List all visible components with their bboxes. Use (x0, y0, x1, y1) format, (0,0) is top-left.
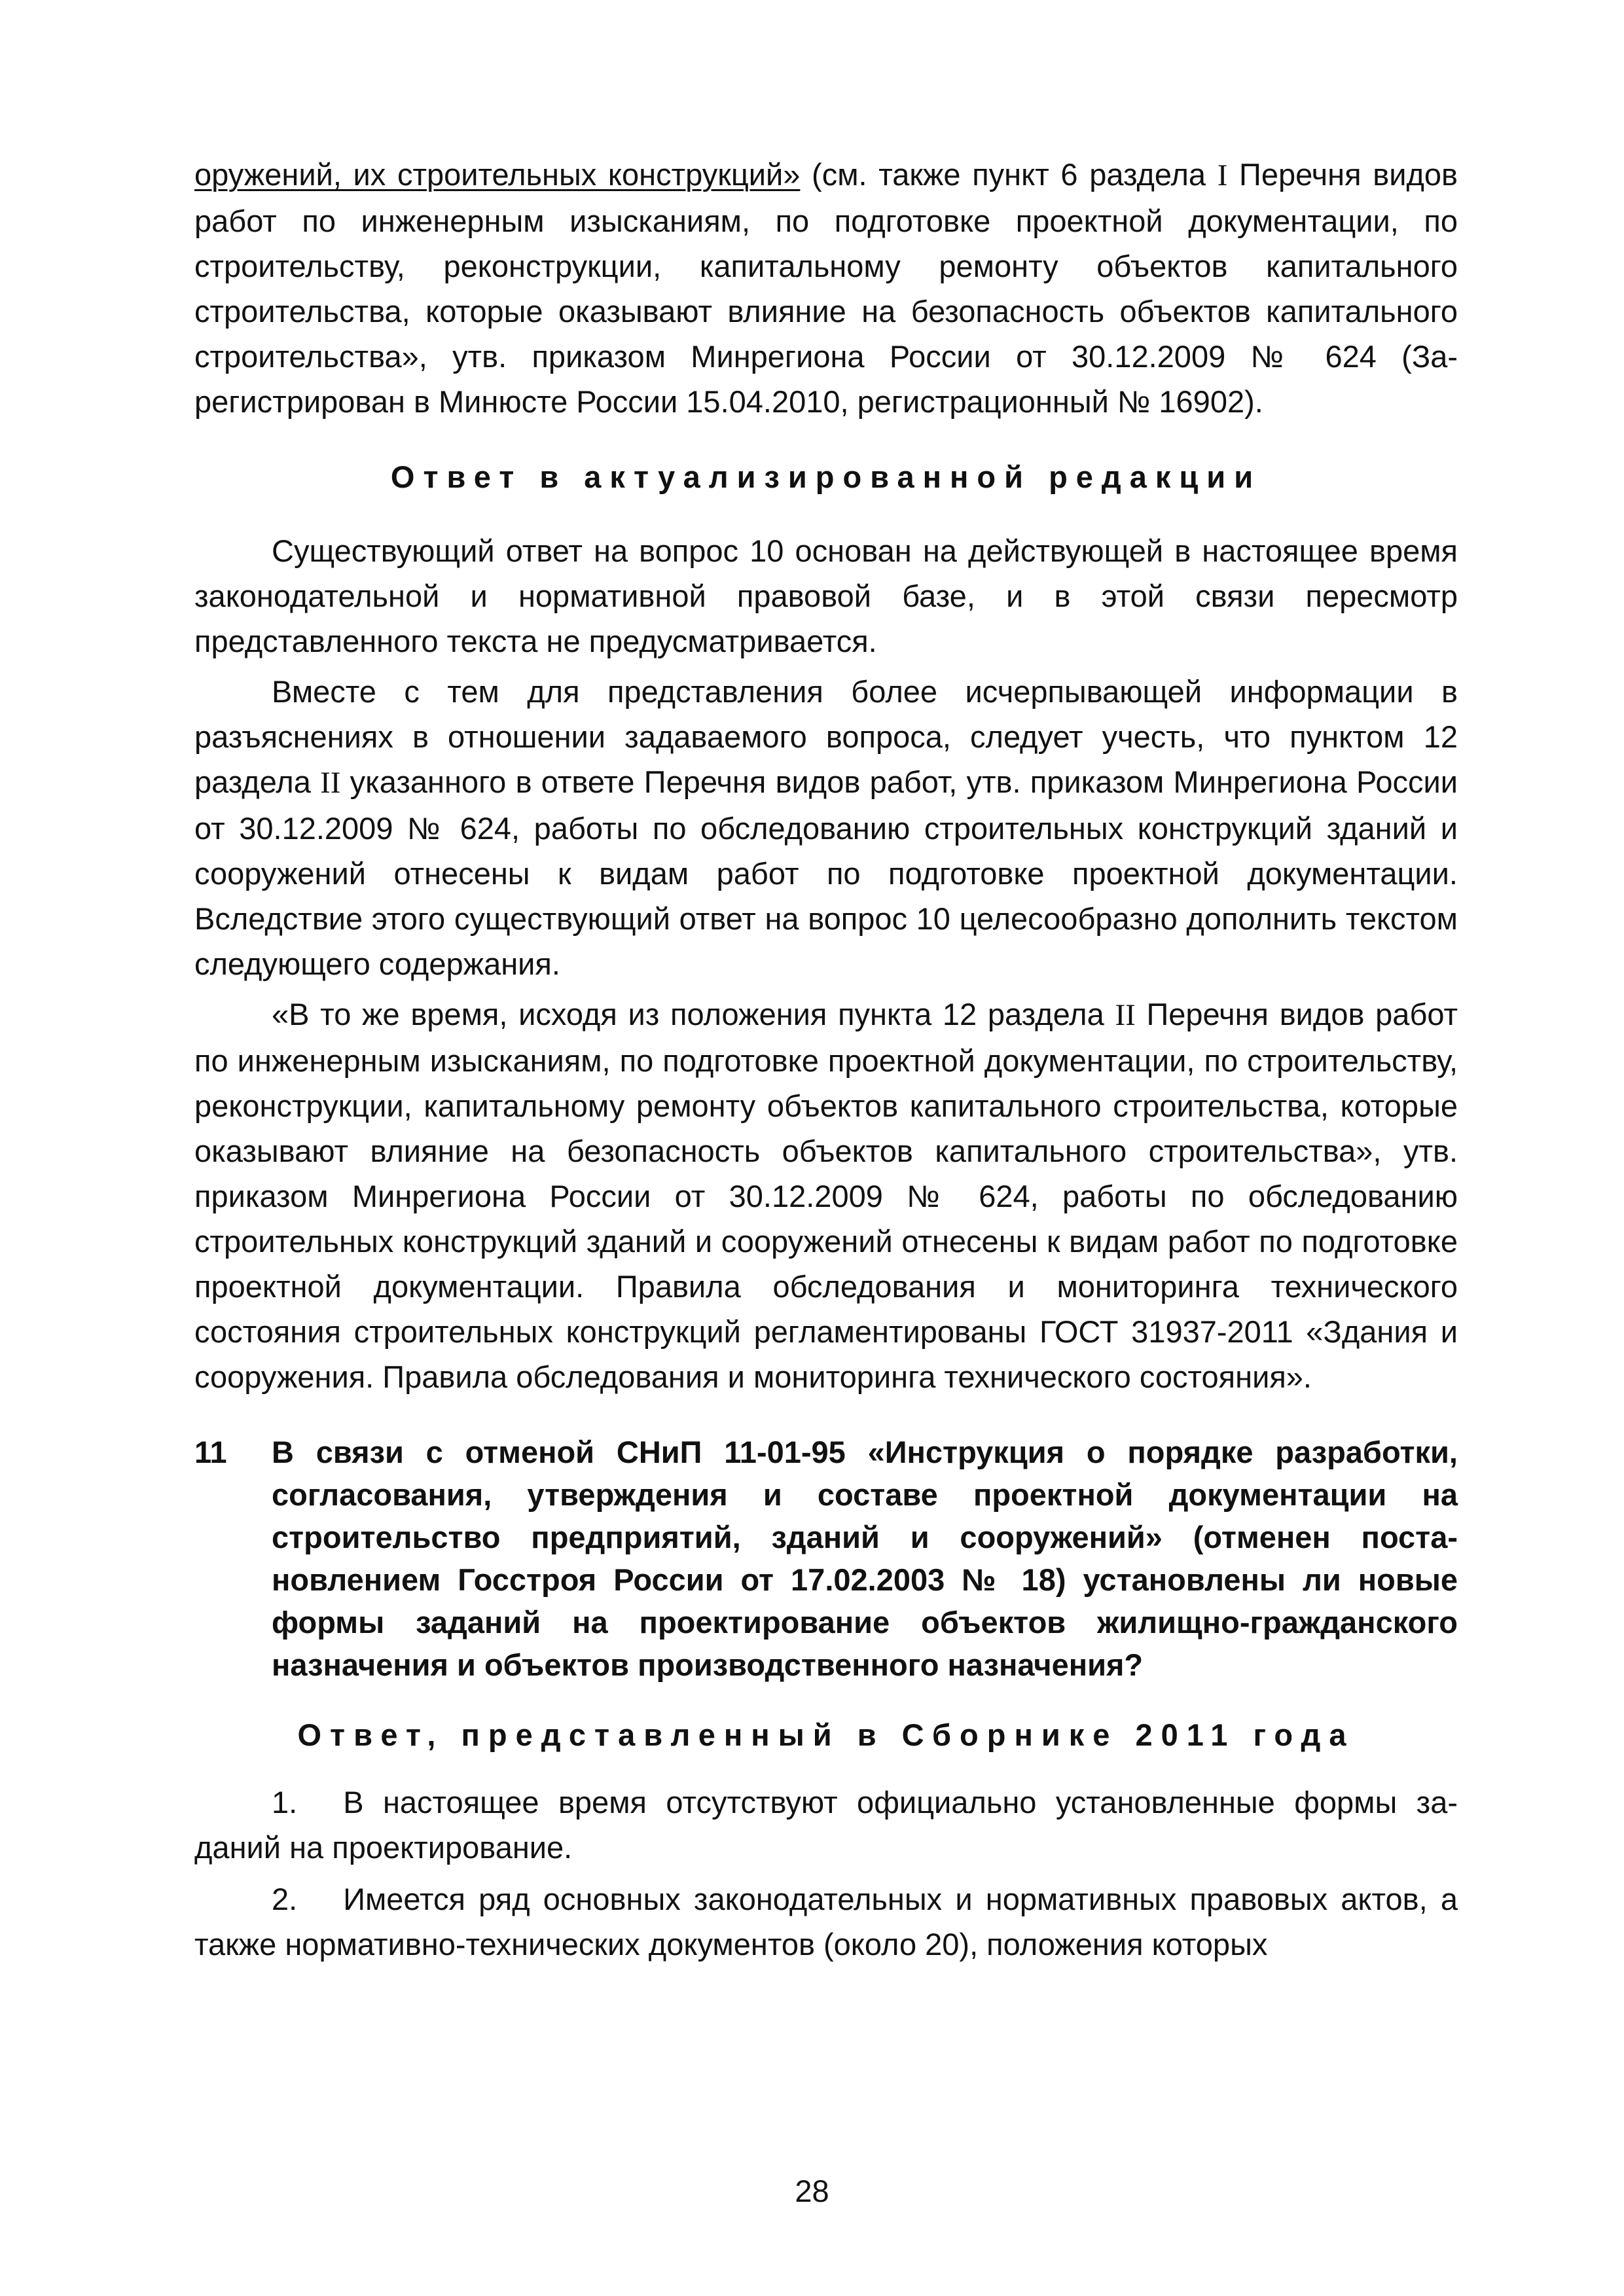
question-block (194, 1431, 1458, 1686)
continuation-paragraph: оружений, их строительных конструкций» (см. также пункт 6 раздела I Перечня видов работ по инженерным изысканиям, по подготовке проектной документации, по строительству, реконструкции, капитальному ремонту объектов капитального строительства, которые оказывают влияние на безопасность объектов капитального строительства», утв. приказом Минрегиона России от 30.12.2009 № 624 (Зарегистрирован в Минюсте России 15.04.2010, регистрационный № 16902). (194, 157, 1458, 419)
updated-paragraph-1: Существующий ответ на вопрос 10 основан на действующей в настоящее время законодательной и нормативной правовой базе, и в этой связи пересмотр представленного текста не предусматривается. (194, 533, 1458, 658)
question-number: 11 (194, 1435, 227, 1469)
document-page (194, 152, 1458, 1967)
page-number: 28 (795, 2174, 829, 2208)
updated-paragraph-2: Вместе с тем для представления более исчерпывающей информации в разъяснениях в отношении задаваемого вопроса, следует учесть, что пунктом 12 раздела II указанного в ответе Перечня видов работ, утв. приказом Минрегиона России от 30.12.2009 № 624, работы по обследованию строительных конструкций зданий и сооружений отнесены к видам работ по подготовке проектной документации. Вследствие этого существующий ответ на вопрос 10 целесообразно дополнить текстом следующего содержания. (194, 674, 1458, 981)
answer-item-1: 1. В настоящее время отсутствуют официально установленные формы заданий на проектирование. (194, 1785, 1458, 1865)
answer-item-2: 2. Имеется ряд основных законодательных и нормативных правовых актов, а также нормативно-технических документов (около 20), положения которых (194, 1882, 1458, 1962)
section-heading-updated: Ответ в актуализированной редакции (390, 459, 1262, 494)
underlined-phrase: оружений, их строительных конструкций» (194, 157, 801, 192)
updated-paragraph-3: «В то же время, исходя из положения пункта 12 раздела II Перечня видов работ по инженерным изысканиям, по подготовке проектной документации, по строительству, реконструкции, капитальному ремонту объектов капитального строительства, которые оказывают влияние на безопасность объектов капитального строительства», утв. приказом Минрегиона России от 30.12.2009 № 624, работы по обследованию строительных конструкций зданий и сооружений отнесены к видам работ по подготовке проектной документации. Правила обследования и мониторинга технического состояния строительных конструкций регламентированы ГОСТ 31937-2011 «Здания и сооружения. Правила обследования и мониторинга технического состояния». (194, 997, 1458, 1394)
section-heading-2011: Ответ, представленный в Сборнике 2011 года (297, 1717, 1355, 1752)
question-text: В связи с отменой СНиП 11-01-95 «Инструкция о порядке разработки, согласования, утверждения и составе проектной документации на строительство предприятий, зданий и сооружений» (отменен постановлением Госстроя России от 17.02.2003 № 18) установлены ли новые формы заданий на проектирование объектов жилищно-гражданского назначения и объектов производственного назначения? (272, 1435, 1458, 1682)
